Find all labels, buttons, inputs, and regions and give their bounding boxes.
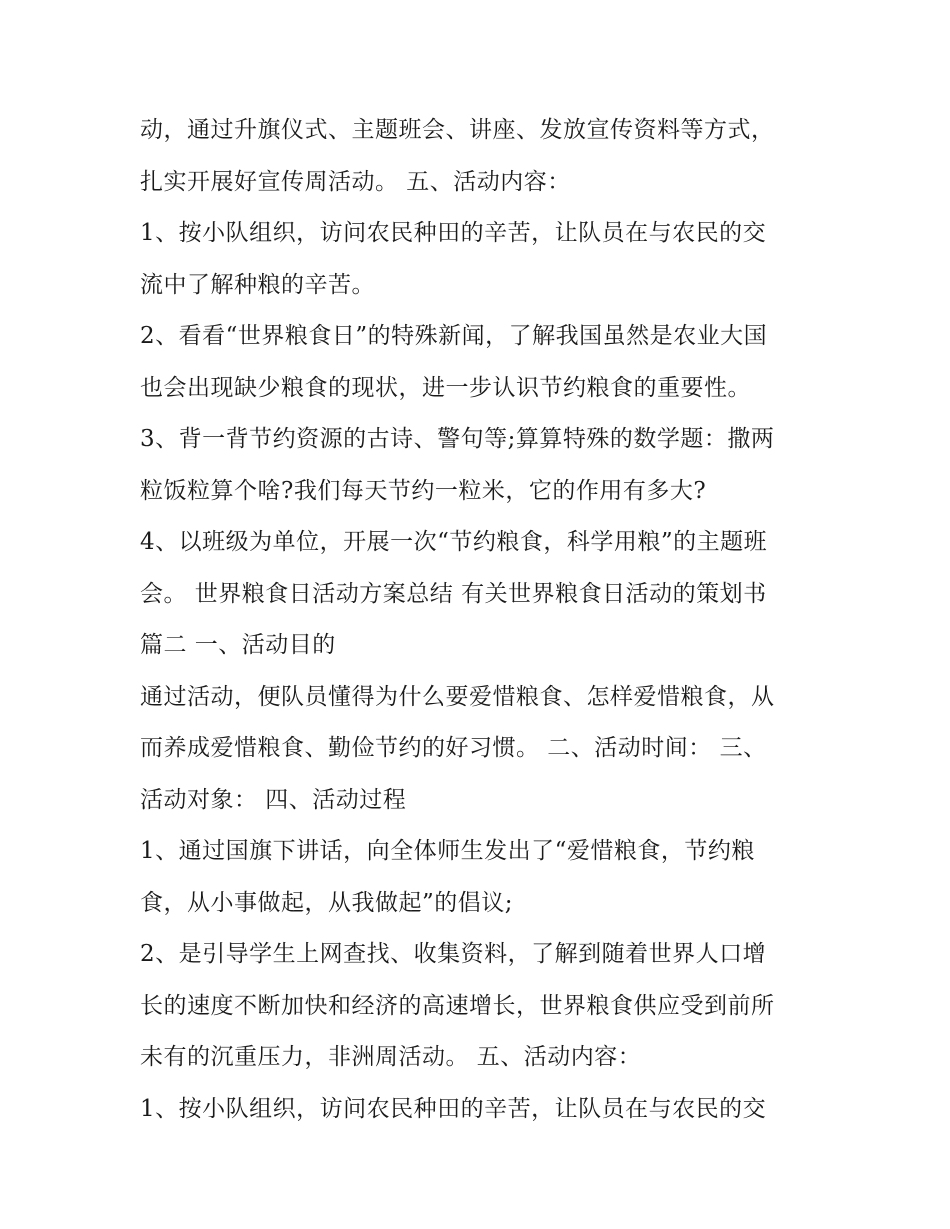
document-body	[140, 105, 830, 1135]
text-line: 扎实开展好宣传周活动。 五、活动内容：	[140, 168, 571, 195]
text-line: 长的速度不断加快和经济的高速增长，世界粮食供应受到前所	[140, 992, 775, 1019]
text-line: 食，从小事做起，从我做起”的倡议;	[140, 889, 514, 916]
text-line: 1、按小队组织，访问农民种田的辛苦，让队员在与农民的交	[140, 220, 767, 246]
text-line: 3、背一背节约资源的古诗、警句等;算算特殊的数学题：撒两	[140, 426, 775, 452]
text-line: 动，通过升旗仪式、主题班会、讲座、发放宣传资料等方式，	[140, 117, 775, 143]
text-line: 而养成爱惜粮食、勤俭节约的好习惯。 二、活动时间： 三、	[140, 735, 767, 761]
text-line: 粒饭粒算个啥?我们每天节约一粒米，它的作用有多大?	[140, 477, 707, 504]
text-line: 4、以班级为单位，开展一次“节约粮食，科学用粮”的主题班	[140, 529, 768, 555]
text-line: 流中了解种粮的辛苦。	[140, 271, 375, 298]
text-line: 活动对象： 四、活动过程	[140, 786, 407, 813]
text-line: 会。 世界粮食日活动方案总结 有关世界粮食日活动的策划书	[140, 580, 767, 607]
section-heading-line: 篇二 一、活动目的	[140, 632, 336, 658]
text-line: 1、通过国旗下讲话，向全体师生发出了“爱惜粮食，节约粮	[140, 838, 755, 864]
text-line: 未有的沉重压力，非洲周活动。 五、活动内容：	[140, 1044, 642, 1070]
text-line: 1、按小队组织，访问农民种田的辛苦，让队员在与农民的交	[140, 1095, 767, 1122]
text-line: 通过活动，便队员懂得为什么要爱惜粮食、怎样爱惜粮食，从	[140, 683, 775, 710]
text-line: 2、看看“世界粮食日”的特殊新闻，了解我国虽然是农业大国	[140, 323, 768, 349]
text-line: 2、是引导学生上网查找、收集资料，了解到随着世界人口增	[140, 941, 767, 967]
text-line: 也会出现缺少粮食的现状，进一步认识节约粮食的重要性。	[140, 374, 751, 401]
